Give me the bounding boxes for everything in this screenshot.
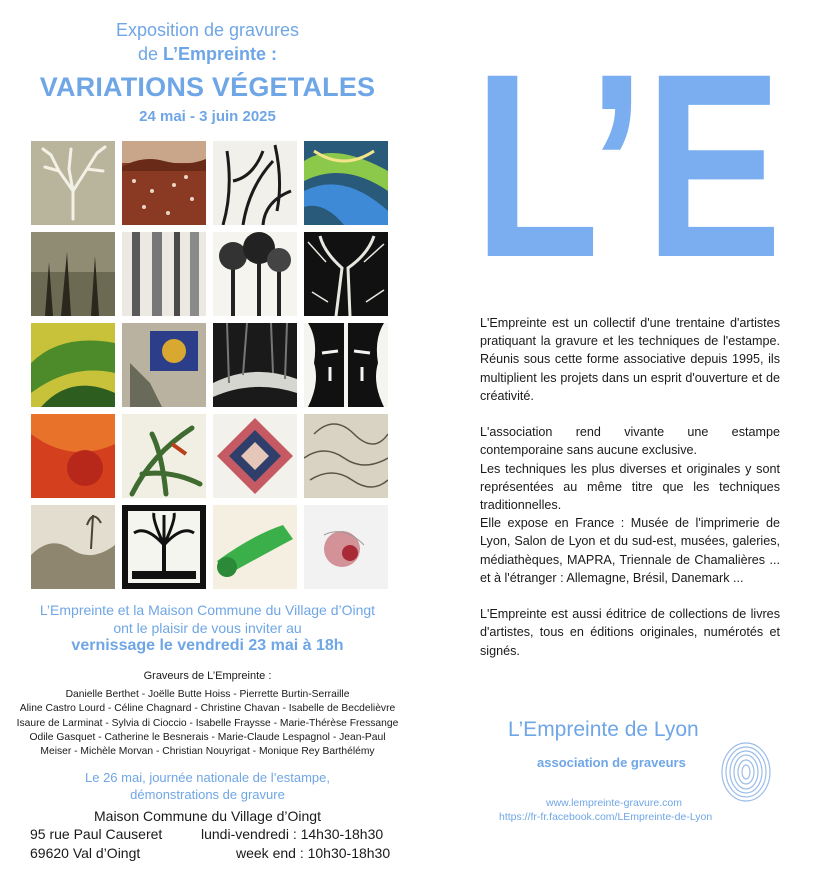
artwork-gallery — [31, 141, 387, 593]
artwork-woodcut-tree — [304, 232, 388, 316]
artwork-blue-green-waves — [304, 141, 388, 225]
artists-line: Odile Gasquet - Catherine le Besnerais - Marie-Claude Lespagnol - Jean-Paul — [29, 731, 386, 743]
logo-letters — [478, 60, 782, 261]
brand-name: L’Empreinte de Lyon — [508, 718, 699, 741]
artwork-red-ink-spray — [304, 505, 388, 589]
facebook-link[interactable]: https://fr-fr.facebook.com/LEmpreinte-de-Lyon — [499, 811, 713, 823]
artwork-blue-square-collage — [122, 323, 206, 407]
event-line-1: Le 26 mai, journée nationale de l’estampe, — [85, 770, 330, 785]
invitation-line-2: ont le plaisir de vous inviter au — [113, 620, 302, 636]
about-paragraph-2b: Les techniques les plus diverses et originales y sont représentées au même titre que les techniques traditionnelles. — [480, 461, 780, 513]
fingerprint-icon — [718, 740, 774, 809]
event-line-2: démonstrations de gravure — [130, 787, 285, 802]
brand-subtitle: association de graveurs — [537, 755, 686, 770]
artwork-landscape-etching — [31, 505, 115, 589]
vernissage-date: vernissage le vendredi 23 mai à 18h — [71, 637, 344, 654]
artwork-green-leaves — [31, 323, 115, 407]
artwork-two-faces — [304, 323, 388, 407]
artists-list — [0, 688, 415, 759]
organizer-prefix: de — [137, 44, 163, 64]
about-text — [480, 314, 780, 660]
artwork-tree-trunks — [122, 232, 206, 316]
artwork-diamond-pattern — [213, 414, 297, 498]
hours-weekend: week end : 10h30-18h30 — [236, 845, 391, 861]
artwork-green-roll — [213, 505, 297, 589]
artwork-red-landscape — [122, 141, 206, 225]
artists-line: Isaure de Larminat - Sylvia di Cioccio - Isabelle Fraysse - Marie-Thérèse Fressange — [16, 717, 399, 729]
logo-letters-text: L’E — [478, 60, 782, 256]
invitation-line-1: L’Empreinte et la Maison Commune du Village d’Oingt — [39, 602, 376, 618]
venue-name: Maison Commune du Village d’Oingt — [94, 808, 321, 824]
artwork-textured-foliage — [304, 414, 388, 498]
artwork-dark-woods — [213, 323, 297, 407]
exhibition-dates: 24 mai - 3 juin 2025 — [139, 108, 276, 125]
about-paragraph-2c: Elle expose en France : Musée de l'imprimerie de Lyon, Salon de Lyon et du sud-est, musées, galeries, médiathèques, MAPRA, Triennale de Chamalières ... et à l'étranger : Allemagne, Brésil, Danemark ... — [480, 516, 780, 585]
artwork-palm-tree — [122, 505, 206, 589]
about-paragraph-2a: L'association rend vivante une estampe contemporaine sans aucune exclusive. — [480, 425, 780, 458]
artwork-pine-trees — [213, 232, 297, 316]
exhibition-subtitle: Exposition de gravures — [115, 20, 300, 40]
artists-line: Aline Castro Lourd - Céline Chagnard - Christine Chavan - Isabelle de Becdelièvre — [19, 703, 396, 715]
artists-line: Danielle Berthet - Joëlle Butte Hoiss - Pierrette Burtin-Serraille — [65, 689, 350, 700]
venue-city: 69620 Val d’Oingt — [30, 845, 141, 861]
artists-line: Meiser - Michèle Morvan - Christian Nouyrigat - Monique Rey Barthélémy — [40, 746, 375, 758]
exhibition-title: VARIATIONS VÉGETALES — [39, 72, 376, 102]
artwork-brush-leaves — [122, 414, 206, 498]
website-link[interactable]: www.lempreinte-gravure.com — [546, 797, 682, 809]
artists-heading: Graveurs de L’Empreinte : — [143, 670, 272, 682]
logo-letters-svg — [478, 60, 782, 256]
exhibition-organizer — [0, 44, 415, 65]
artwork-black-branches — [213, 141, 297, 225]
about-paragraph-3: L'Empreinte est aussi éditrice de collections de livres d'artistes, tous en éditions originales, numérotés et signés. — [480, 607, 780, 658]
artwork-white-coral — [31, 141, 115, 225]
hours-weekdays: lundi-vendredi : 14h30-18h30 — [201, 826, 384, 842]
artwork-misty-forest — [31, 232, 115, 316]
venue-street: 95 rue Paul Causeret — [30, 826, 163, 842]
about-paragraph-1: L'Empreinte est un collectif d'une trentaine d'artistes pratiquant la gravure et les techniques de l'estampe. Réunis sous cette forme associative depuis 1995, ils multiplient les projets dans un esprit d'ouverture et de créativité. — [480, 316, 780, 403]
organizer-name: L’Empreinte : — [163, 44, 278, 64]
artwork-red-orange-abstract — [31, 414, 115, 498]
